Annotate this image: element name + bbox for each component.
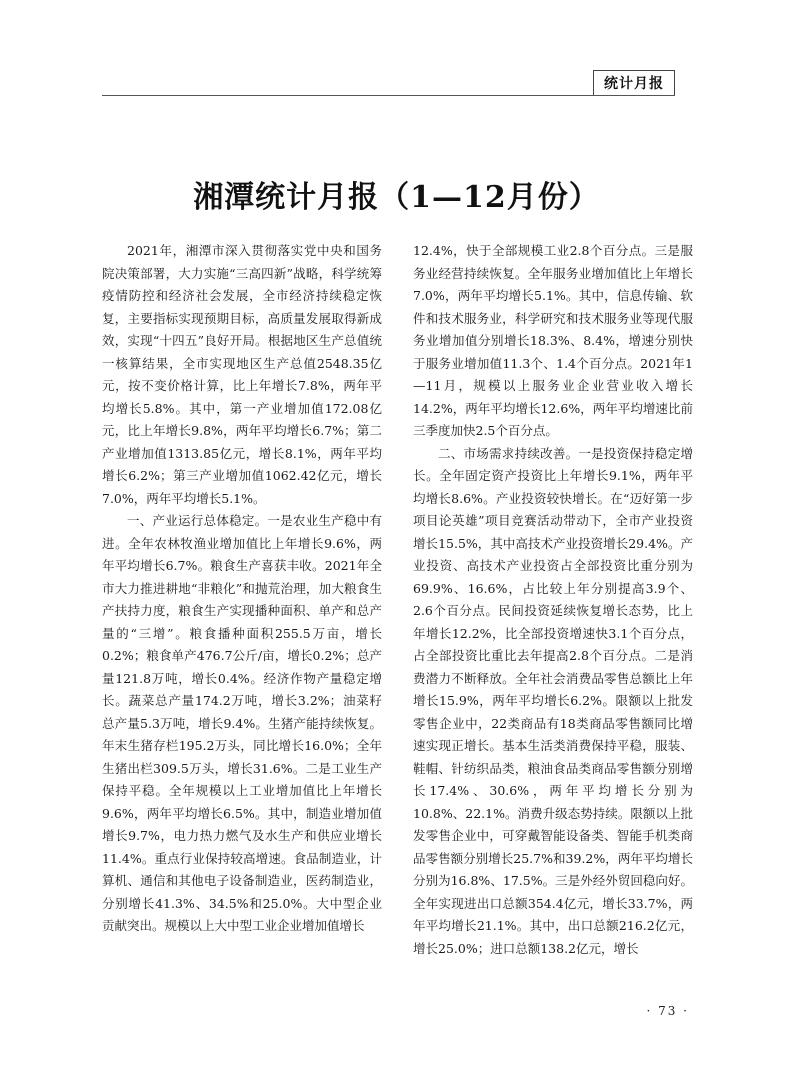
section-tag: 统计月报 (593, 70, 675, 96)
paragraph-industry-continued: 12.4%，快于全部规模工业2.8个百分点。三是服务业经营持续恢复。全年服务业增加值比上年增长7.0%，两年平均增长5.1%。其中，信息传输、软件和技术服务业，科学研究和技术服务业等现代服务业增加值分别增长18.3%、8.4%，增速分别快于服务业增加值11.3个、1.4个百分点。2021年1—11月，规模以上服务业企业营业收入增长14.2%，两年平均增长12.6%，两年平均增速比前三季度加快2.5个百分点。 (413, 243, 693, 438)
paragraph-intro: 2021年，湘潭市深入贯彻落实党中央和国务院决策部署，大力实施“三高四新”战略，科学统筹疫情防控和经济社会发展，全市经济持续稳定恢复，主要指标实现预期目标，高质量发展取得新成效，实现“十四五”良好开局。根据地区生产总值统一核算结果，全市实现地区生产总值2548.35亿元，按不变价格计算，比上年增长7.8%，两年平均增长5.8%。其中，第一产业增加值172.08亿元，比上年增长9.8%，两年平均增长6.7%；第二产业增加值1313.85亿元，增长8.1%，两年平均增长6.2%；第三产业增加值1062.42亿元，增长7.0%，两年平均增长5.1%。 (102, 243, 382, 506)
paragraph-market-demand: 二、市场需求持续改善。一是投资保持稳定增长。全年固定资产投资比上年增长9.1%，两年平均增长8.6%。产业投资较快增长。在“迈好第一步 项目论英雄”项目竞赛活动带动下，全市产业投资增长15.5%，其中高技术产业投资增长29.4%。产业投资、高技术产业投资占全部投资比重分别为69.9%、16.6%，占比较上年分别提高3.9个、2.6个百分点。民间投资延续恢复增长态势，比上年增长12.2%，比全部投资增速快3.1个百分点，占全部投资比重比去年提高2.8个百分点。二是消费潜力不断释放。全年社会消费品零售总额比上年增长15.9%，两年平均增长6.2%。限额以上批发零售企业中，22类商品有18类商品零售额同比增速实现正增长。基本生活类消费保持平稳，服装、鞋帽、针纺织品类，粮油食品类商品零售额分别增长17.4%、30.6%，两年平均增长分别为10.8%、22.1%。消费升级态势持续。限额以上批发零售企业中，可穿戴智能设备类、智能手机类商品零售额分别增长25.7%和39.2%，两年平均增长分别为16.8%、17.5%。三是外经外贸回稳向好。全年实现进出口总额354.4亿元，增长33.7%，两年平均增长21.1%。其中，出口总额216.2亿元，增长25.0%；进口总额138.2亿元，增长 (413, 445, 693, 956)
header-rule (102, 95, 675, 96)
paragraph-industry: 一、产业运行总体稳定。一是农业生产稳中有进。全年农林牧渔业增加值比上年增长9.6%，两年平均增长6.7%。粮食生产喜获丰收。2021年全市大力推进耕地“非粮化”和抛荒治理，加大粮食生产扶持力度，粮食生产实现播种面积、单产和总产量的“三增”。粮食播种面积255.5万亩，增长0.2%；粮食单产476.7公斤/亩，增长0.2%；总产量121.8万吨，增长0.4%。经济作物产量稳定增长。蔬菜总产量174.2万吨，增长3.2%；油菜籽总产量5.3万吨，增长9.4%。生猪产能持续恢复。年末生猪存栏195.2万头，同比增长16.0%；全年生猪出栏309.5万头，增长31.6%。二是工业生产保持平稳。全年规模以上工业增加值比上年增长9.6%，两年平均增长6.5%。其中，制造业增加值增长9.7%，电力热力燃气及水生产和供应业增长11.4%。重点行业保持较高增速。食品制造业，计算机、通信和其他电子设备制造业，医药制造业，分别增长41.3%、34.5%和25.0%。大中型企业贡献突出。规模以上大中型工业企业增加值增长 (102, 513, 382, 933)
page-number: · 73 · (646, 1004, 689, 1018)
page-title: 湘潭统计月报（1—12月份） (193, 180, 600, 215)
right-column (413, 240, 693, 960)
left-column (102, 240, 382, 938)
